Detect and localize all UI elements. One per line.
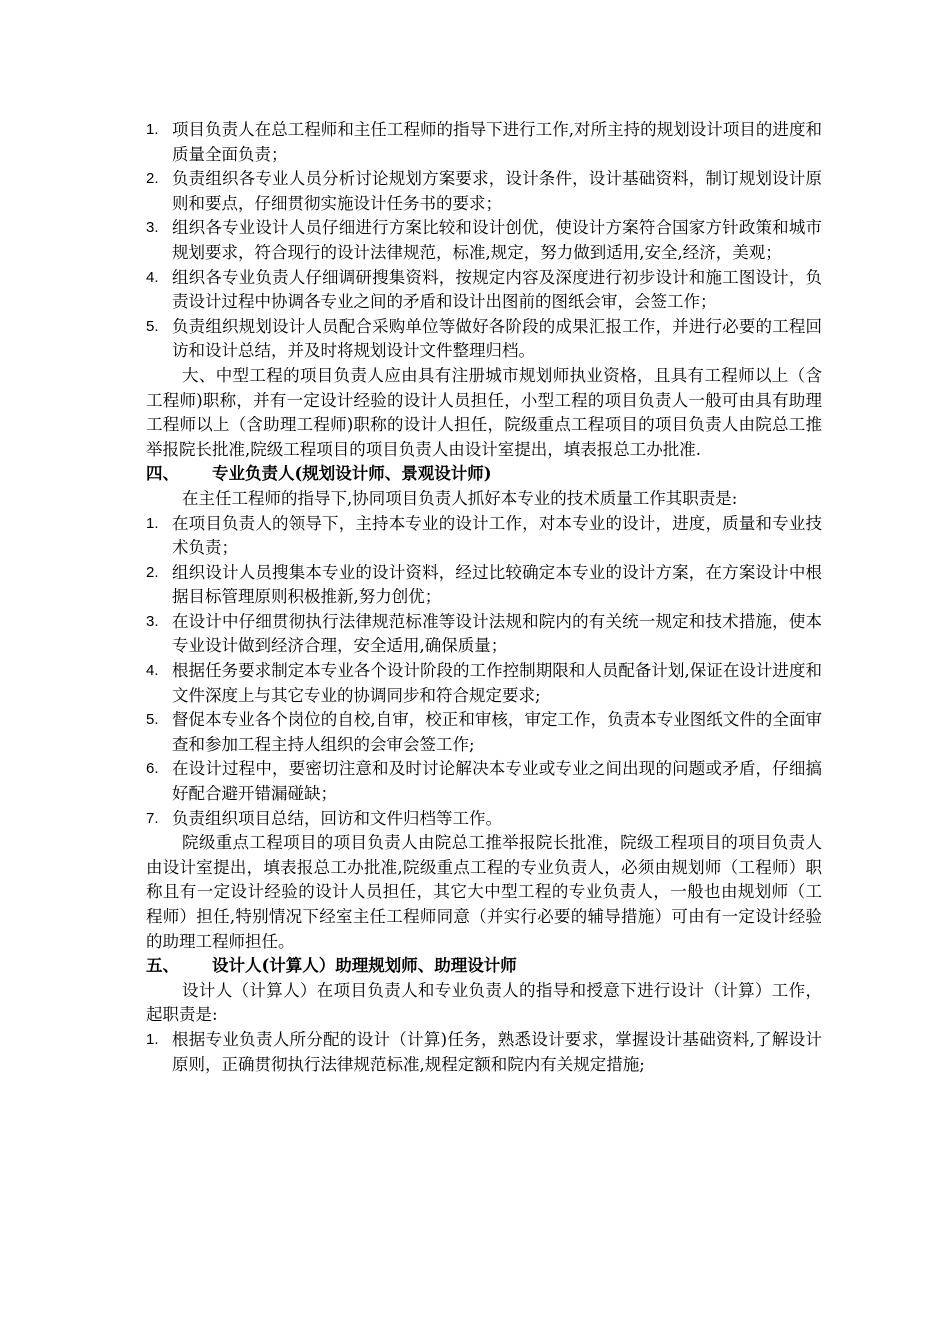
list-item [146, 266, 822, 315]
list-item [146, 118, 822, 167]
responsibility-list-designer [146, 1028, 822, 1077]
list-item-text: 在项目负责人的领导下，主持本专业的设计工作，对本专业的设计，进度，质量和专业技术负责； [172, 513, 822, 558]
list-item-number: 1. [146, 1030, 159, 1048]
list-item-text: 组织设计人员搜集本专业的设计资料，经过比较确定本专业的设计方案，在方案设计中根据目标管理原则积极推新,努力创优； [172, 562, 822, 607]
responsibility-list-discipline-lead [146, 512, 822, 832]
list-item-number: 6. [146, 760, 159, 778]
list-item [146, 167, 822, 216]
list-item [146, 757, 822, 806]
list-item [146, 1028, 822, 1077]
list-item-text: 负责组织规划设计人员配合采购单位等做好各阶段的成果汇报工作，并进行必要的工程回访和设计总结，并及时将规划设计文件整理归档。 [172, 316, 822, 361]
list-item [146, 659, 822, 708]
section-title: 专业负责人(规划设计师、景观设计师) [212, 464, 492, 484]
paragraph-project-lead-qualification: 大、中型工程的项目负责人应由具有注册城市规划师执业资格，且具有工程师以上（含工程师)职称，并有一定设计经验的设计人员担任，小型工程的项目负责人一般可由具有助理工程师以上（含助理工程师)职称的设计人担任，院级重点工程项目的项目负责人由院总工推举报院长批准,院级工程项目的项目负责人由设计室提出，填表报总工办批准. [146, 365, 822, 459]
list-item-text: 组织各专业设计人员仔细进行方案比较和设计创优，使设计方案符合国家方针政策和城市规划要求，符合现行的设计法律规范，标准,规定，努力做到适用,安全,经济，美观； [172, 218, 822, 262]
list-item-number: 2. [146, 563, 159, 581]
list-item-number: 7. [146, 809, 159, 827]
list-item-text: 组织各专业负责人仔细调研搜集资料，按规定内容及深度进行初步设计和施工图设计，负责设计过程中协调各专业之间的矛盾和设计出图前的图纸会审，会签工作； [172, 267, 822, 312]
paragraph-section-4-intro: 在主任工程师的指导下,协同项目负责人抓好本专业的技术质量工作其职责是: [182, 488, 738, 508]
list-item [146, 216, 822, 265]
section-number: 五、 [146, 956, 179, 976]
section-heading-5 [146, 954, 822, 979]
list-item-number: 3. [146, 612, 159, 630]
list-item-text: 督促本专业各个岗位的自校,自审，校正和审核，审定工作，负责本专业图纸文件的全面审查和参加工程主持人组织的会审会签工作; [172, 710, 822, 754]
section-heading-4 [146, 462, 822, 487]
list-item-number: 4. [146, 662, 159, 680]
list-item-number: 2. [146, 170, 159, 188]
section-number: 四、 [146, 464, 179, 484]
paragraph-discipline-lead-qualification: 院级重点工程项目的项目负责人由院总工推举报院长批准，院级工程项目的项目负责人由设计室提出，填表报总工办批准,院级重点工程的专业负责人，必须由规划师（工程师）职称且有一定设计经验的设计人员担任，其它大中型工程的专业负责人，一般也由规划师（工程师）担任,特别情况下经室主任工程师同意（并实行必要的辅导措施）可由有一定设计经验的助理工程师担任。 [146, 833, 822, 951]
list-item [146, 807, 822, 832]
list-item [146, 610, 822, 659]
list-item-number: 3. [146, 219, 159, 237]
responsibility-list-project-lead [146, 118, 822, 364]
paragraph-section-5-intro: 设计人（计算人）在项目负责人和专业负责人的指导和授意下进行设计（计算）工作，起职责是: [146, 980, 822, 1025]
list-item-number: 4. [146, 268, 159, 286]
list-item-text: 项目负责人在总工程师和主任工程师的指导下进行工作,对所主持的规划设计项目的进度和质量全面负责； [172, 120, 822, 164]
list-item [146, 708, 822, 757]
list-item-text: 根据任务要求制定本专业各个设计阶段的工作控制期限和人员配备计划,保证在设计进度和文件深度上与其它专业的协调同步和符合规定要求; [172, 661, 822, 705]
list-item [146, 512, 822, 561]
list-item-text: 负责组织项目总结，回访和文件归档等工作。 [172, 808, 502, 828]
list-item-text: 在设计中仔细贯彻执行法律规范标准等设计法规和院内的有关统一规定和技术措施，使本专业设计做到经济合理，安全适用,确保质量； [172, 611, 822, 656]
list-item-number: 1. [146, 121, 159, 138]
list-item-number: 5. [146, 317, 159, 335]
list-item-number: 1. [146, 514, 159, 532]
document-page [146, 118, 822, 1077]
list-item [146, 561, 822, 610]
section-title: 设计人(计算人）助理规划师、助理设计师 [212, 956, 517, 976]
list-item [146, 315, 822, 364]
list-item-number: 5. [146, 711, 159, 729]
list-item-text: 在设计过程中，要密切注意和及时讨论解决本专业或专业之间出现的问题或矛盾，仔细搞好配合避开错漏碰缺； [172, 759, 822, 804]
list-item-text: 负责组织各专业人员分析讨论规划方案要求，设计条件，设计基础资料，制订规划设计原则和要点，仔细贯彻实施设计任务书的要求； [172, 169, 822, 213]
list-item-text: 根据专业负责人所分配的设计（计算)任务，熟悉设计要求，掌握设计基础资料,了解设计原则，正确贯彻执行法律规范标准,规程定额和院内有关规定措施; [172, 1029, 822, 1074]
